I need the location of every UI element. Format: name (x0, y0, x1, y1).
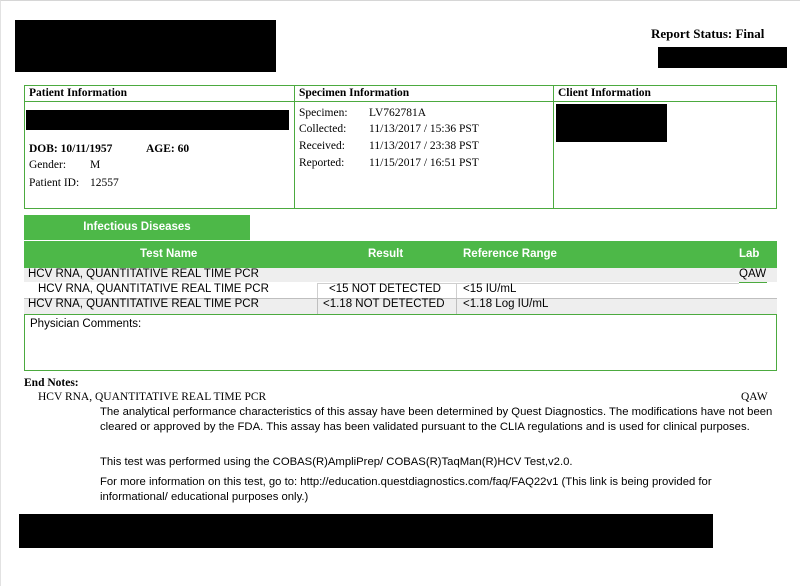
specimen-info-header: Specimen Information (295, 86, 554, 102)
patient-gender-label: Gender: (29, 159, 67, 171)
column-header-result: Result (368, 248, 404, 260)
table-row-reference: <15 IU/mL (463, 283, 517, 295)
redacted-client-info (556, 104, 667, 142)
end-note-paragraph: The analytical performance characteristics of this assay have been determined by Quest Diagnostics. The modifications have not been cleared or approved by the FDA. This assay has been validated pursuant to the CLIA regulations and is used for clinical purposes. (100, 406, 773, 433)
column-header-reference-range: Reference Range (463, 248, 557, 260)
reported-value: 11/15/2017 / 16:51 PST (369, 157, 479, 169)
collected-label: Collected: (299, 123, 347, 135)
panel-lab-code: QAW (739, 268, 767, 280)
redacted-header-block (15, 20, 276, 72)
end-notes-test-line: HCV RNA, QUANTITATIVE REAL TIME PCR (38, 391, 267, 403)
tab-infectious-diseases: Infectious Diseases (24, 215, 250, 240)
patient-dob: DOB: 10/11/1957 (29, 143, 113, 155)
panel-test-name: HCV RNA, QUANTITATIVE REAL TIME PCR (28, 268, 259, 280)
column-divider (553, 86, 554, 208)
end-note-paragraph: For more information on this test, go to: http://education.questdiagnostics.com/faq/FAQ22v1 (This link is being provided for informational/ educational purposes only.) (100, 476, 712, 503)
specimen-label: Specimen: (299, 107, 348, 119)
collected-value: 11/13/2017 / 15:36 PST (369, 123, 479, 135)
lab-underline (739, 282, 767, 283)
table-row-test-name: HCV RNA, QUANTITATIVE REAL TIME PCR (28, 298, 259, 310)
end-notes-title: End Notes: (24, 377, 79, 389)
end-note-paragraph: This test was performed using the COBAS(R)AmpliPrep/ COBAS(R)TaqMan(R)HCV Test,v2.0. (100, 456, 573, 468)
patient-info-header: Patient Information (25, 86, 295, 102)
report-status-label: Report Status: Final (651, 26, 765, 41)
redacted-footer-block (19, 514, 713, 548)
table-row-reference: <1.18 Log IU/mL (463, 298, 549, 310)
redacted-status-detail (658, 47, 787, 68)
physician-comments-label: Physician Comments: (30, 318, 142, 330)
redacted-patient-name (26, 110, 289, 130)
column-divider (294, 86, 295, 208)
table-row-test-name: HCV RNA, QUANTITATIVE REAL TIME PCR (38, 283, 269, 295)
client-info-header: Client Information (554, 86, 776, 102)
info-box (24, 85, 777, 209)
received-value: 11/13/2017 / 23:38 PST (369, 140, 479, 152)
specimen-value: LV762781A (369, 107, 427, 119)
physician-comments-box (24, 314, 777, 371)
patient-id-value: 12557 (90, 177, 119, 189)
end-notes-lab: QAW (741, 391, 768, 403)
received-label: Received: (299, 140, 345, 152)
table-row-result: <15 NOT DETECTED (329, 283, 441, 295)
column-header-test-name: Test Name (140, 248, 198, 260)
table-row-result: <1.18 NOT DETECTED (323, 298, 445, 310)
reported-label: Reported: (299, 157, 345, 169)
results-table-header (24, 241, 777, 268)
patient-age: AGE: 60 (146, 143, 190, 155)
patient-id-label: Patient ID: (29, 177, 80, 189)
column-header-lab: Lab (739, 248, 760, 260)
patient-gender-value: M (90, 159, 101, 171)
